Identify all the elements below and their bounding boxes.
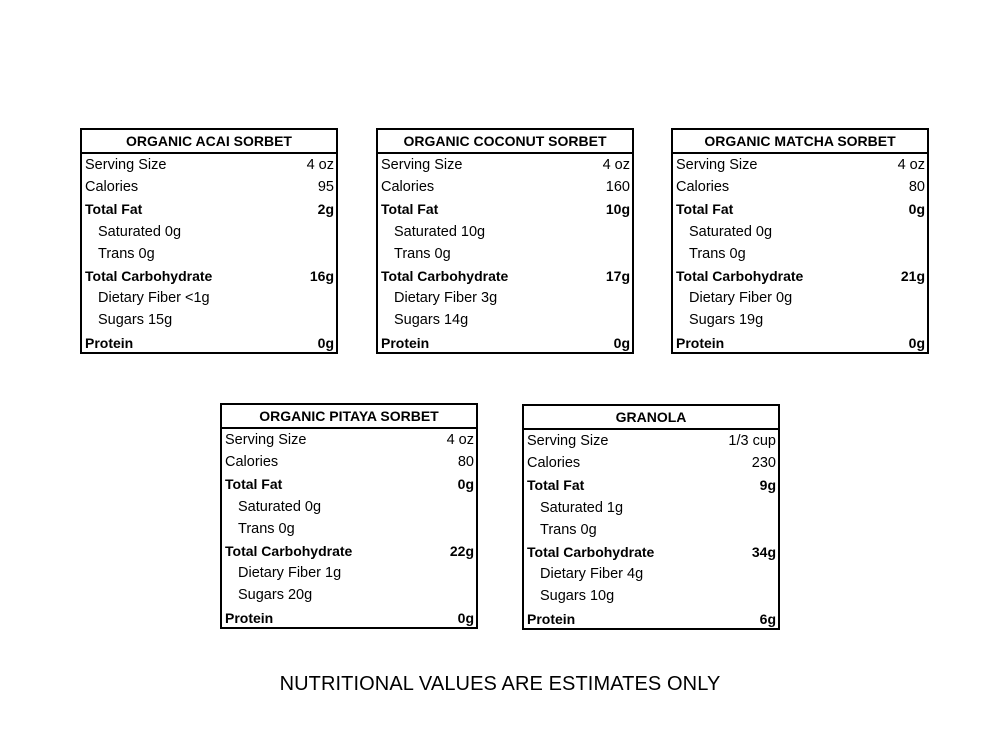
- nutrient-label: Dietary Fiber 1g: [238, 565, 342, 582]
- nutrition-label-matcha: [671, 128, 929, 354]
- nutrient-label: Total Fat: [85, 201, 143, 218]
- nutrient-label: Sugars 19g: [689, 312, 764, 329]
- nutrient-value: 80: [908, 179, 925, 196]
- nutrient-row: [225, 540, 474, 562]
- nutrient-label: Serving Size: [527, 433, 609, 450]
- nutrition-label-acai: [80, 128, 338, 354]
- nutrient-row: [85, 154, 334, 176]
- nutrient-label: Trans 0g: [238, 520, 295, 537]
- nutrient-row: [527, 585, 776, 607]
- label-rows: [222, 429, 476, 629]
- nutrient-label: Total Carbohydrate: [225, 543, 353, 560]
- nutrient-label: Sugars 14g: [394, 312, 469, 329]
- nutrient-row: [85, 287, 334, 309]
- nutrient-label: Calories: [85, 179, 139, 196]
- nutrient-label: Total Carbohydrate: [85, 268, 213, 285]
- nutrient-row: [225, 429, 474, 451]
- nutrient-label: Total Fat: [676, 201, 734, 218]
- nutrient-label: Total Carbohydrate: [381, 268, 509, 285]
- nutrient-label: Protein: [381, 334, 430, 351]
- nutrient-row: [676, 221, 925, 243]
- nutrient-value: 16g: [309, 268, 334, 285]
- nutrient-label: Saturated 0g: [98, 223, 182, 240]
- nutrient-label: Protein: [676, 334, 725, 351]
- nutrient-row: [527, 563, 776, 585]
- nutrient-value: 0g: [317, 334, 334, 351]
- label-rows: [524, 430, 778, 630]
- nutrient-row: [676, 154, 925, 176]
- nutrient-row: [225, 473, 474, 495]
- nutrient-value: 0g: [457, 609, 474, 626]
- nutrient-row: [381, 176, 630, 198]
- nutrient-label: Protein: [527, 610, 576, 627]
- nutrient-label: Dietary Fiber 0g: [689, 290, 793, 307]
- nutrient-label: Sugars 10g: [540, 588, 615, 605]
- nutrient-row: [381, 287, 630, 309]
- nutrient-label: Total Fat: [381, 201, 439, 218]
- nutrient-label: Calories: [527, 455, 581, 472]
- nutrient-label: Trans 0g: [540, 521, 597, 538]
- label-title: GRANOLA: [524, 406, 778, 430]
- nutrient-row: [85, 176, 334, 198]
- nutrient-label: Total Fat: [527, 477, 585, 494]
- nutrient-value: 160: [605, 179, 630, 196]
- nutrient-row: [85, 265, 334, 287]
- nutrient-value: 4 oz: [306, 157, 334, 174]
- nutrient-label: Dietary Fiber <1g: [98, 290, 210, 307]
- nutrient-row: [381, 332, 630, 354]
- nutrient-row: [381, 243, 630, 265]
- nutrition-label-granola: [522, 404, 780, 630]
- nutrient-value: 9g: [759, 477, 776, 494]
- label-rows: [82, 154, 336, 354]
- nutrient-value: 1/3 cup: [728, 433, 776, 450]
- nutrient-label: Dietary Fiber 4g: [540, 566, 644, 583]
- nutrient-row: [381, 221, 630, 243]
- nutrient-row: [381, 154, 630, 176]
- nutrient-label: Serving Size: [676, 157, 758, 174]
- nutrient-label: Trans 0g: [98, 245, 155, 262]
- nutrient-row: [676, 287, 925, 309]
- nutrient-value: 4 oz: [446, 432, 474, 449]
- nutrient-label: Serving Size: [381, 157, 463, 174]
- nutrient-row: [381, 198, 630, 220]
- nutrient-row: [85, 243, 334, 265]
- nutrient-label: Saturated 0g: [238, 498, 322, 515]
- nutrient-label: Total Fat: [225, 476, 283, 493]
- label-rows: [673, 154, 927, 354]
- nutrient-value: 2g: [317, 201, 334, 218]
- label-title: ORGANIC PITAYA SORBET: [222, 405, 476, 429]
- nutrient-row: [676, 198, 925, 220]
- nutrient-row: [381, 309, 630, 331]
- nutrient-label: Serving Size: [85, 157, 167, 174]
- nutrient-value: 4 oz: [897, 157, 925, 174]
- nutrient-value: 0g: [908, 334, 925, 351]
- nutrient-row: [225, 451, 474, 473]
- nutrient-row: [225, 496, 474, 518]
- nutrient-value: 10g: [605, 201, 630, 218]
- nutrient-label: Saturated 0g: [689, 223, 773, 240]
- nutrient-row: [676, 265, 925, 287]
- nutrient-label: Sugars 20g: [238, 587, 313, 604]
- nutrient-value: 6g: [759, 610, 776, 627]
- nutrient-row: [527, 608, 776, 630]
- estimates-disclaimer: NUTRITIONAL VALUES ARE ESTIMATES ONLY: [279, 673, 721, 695]
- nutrient-row: [225, 518, 474, 540]
- nutrient-row: [527, 519, 776, 541]
- nutrient-row: [527, 430, 776, 452]
- nutrient-row: [676, 176, 925, 198]
- nutrient-row: [85, 198, 334, 220]
- label-title: ORGANIC COCONUT SORBET: [378, 130, 632, 154]
- nutrient-value: 4 oz: [602, 157, 630, 174]
- nutrient-row: [225, 562, 474, 584]
- nutrient-row: [85, 309, 334, 331]
- nutrient-value: 0g: [613, 334, 630, 351]
- nutrient-label: Sugars 15g: [98, 312, 173, 329]
- nutrient-label: Dietary Fiber 3g: [394, 290, 498, 307]
- nutrient-label: Total Carbohydrate: [676, 268, 804, 285]
- nutrient-label: Protein: [225, 609, 274, 626]
- nutrient-label: Calories: [381, 179, 435, 196]
- nutrient-row: [527, 497, 776, 519]
- nutrient-label: Trans 0g: [394, 245, 451, 262]
- nutrient-row: [381, 265, 630, 287]
- nutrient-label: Saturated 1g: [540, 499, 624, 516]
- nutrient-label: Serving Size: [225, 432, 307, 449]
- nutrient-row: [676, 243, 925, 265]
- nutrition-label-coconut: [376, 128, 634, 354]
- nutrition-label-pitaya: [220, 403, 478, 629]
- nutrient-row: [85, 332, 334, 354]
- nutrient-value: 21g: [900, 268, 925, 285]
- label-title: ORGANIC ACAI SORBET: [82, 130, 336, 154]
- nutrient-row: [225, 584, 474, 606]
- nutrient-row: [527, 474, 776, 496]
- nutrient-label: Calories: [676, 179, 730, 196]
- nutrient-row: [527, 541, 776, 563]
- nutrient-value: 17g: [605, 268, 630, 285]
- nutrient-row: [676, 309, 925, 331]
- nutrient-label: Protein: [85, 334, 134, 351]
- nutrient-label: Saturated 10g: [394, 223, 486, 240]
- nutrient-label: Total Carbohydrate: [527, 544, 655, 561]
- nutrient-value: 34g: [751, 544, 776, 561]
- label-rows: [378, 154, 632, 354]
- nutrient-value: 0g: [457, 476, 474, 493]
- nutrient-label: Trans 0g: [689, 245, 746, 262]
- nutrient-row: [527, 452, 776, 474]
- nutrient-value: 230: [751, 455, 776, 472]
- nutrient-value: 80: [457, 454, 474, 471]
- nutrient-label: Calories: [225, 454, 279, 471]
- nutrient-row: [676, 332, 925, 354]
- nutrient-value: 22g: [449, 543, 474, 560]
- nutrient-row: [85, 221, 334, 243]
- nutrient-value: 95: [317, 179, 334, 196]
- nutrient-value: 0g: [908, 201, 925, 218]
- nutrient-row: [225, 607, 474, 629]
- label-title: ORGANIC MATCHA SORBET: [673, 130, 927, 154]
